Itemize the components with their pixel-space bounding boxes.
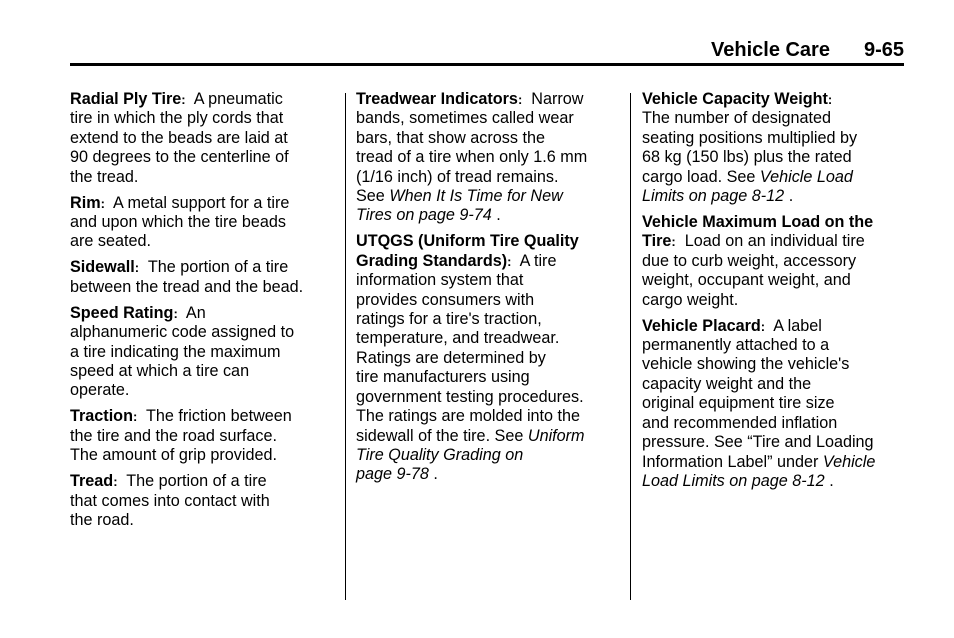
term: Vehicle Capacity Weight	[642, 90, 828, 108]
glossary-entry-vehicle-maximum-load: Vehicle Maximum Load on the Tire: Load on an individual tire due to curb weight, accessory weight, occupant weight, and cargo weight.	[642, 213, 906, 310]
definition-line: seating positions multiplied by	[642, 128, 858, 147]
definition-line: due to curb weight, accessory	[642, 251, 857, 270]
definition-line: speed at which a tire can	[70, 362, 250, 381]
definition-line: original equipment tire size	[642, 394, 835, 413]
definition-line: (1/16 inch) of tread remains.	[356, 167, 559, 186]
definition-line: alphanumeric code assigned to	[70, 323, 295, 342]
definition-text: The friction between	[146, 407, 292, 426]
section-title: Vehicle Care	[711, 39, 830, 61]
definition-line: bars, that show across the	[356, 128, 545, 147]
definition-text: .	[433, 465, 438, 484]
definition-line: a tire indicating the maximum	[70, 342, 281, 361]
glossary-entry-treadwear-indicators: Treadwear Indicators: Narrow bands, sometimes called wear bars, that show across the tread of a tire when only 1.6 mm (1/16 inch) of tread remains. See When It Is Time for New Tires on page 9-74 .	[356, 90, 620, 226]
definition-line: The amount of grip provided.	[70, 446, 277, 465]
cross-reference: Tires on page 9-74	[356, 206, 492, 225]
cross-reference: Vehicle	[822, 452, 876, 471]
glossary-entry-vehicle-capacity-weight: Vehicle Capacity Weight: The number of designated seating positions multiplied by 68 kg (150 lbs) plus the rated cargo load. See Vehicle Load Limits on page 8-12 .	[642, 90, 906, 206]
definition-text: sidewall of the tire. See	[356, 426, 524, 445]
column-divider	[630, 93, 631, 600]
definition-line: permanently attached to a	[642, 336, 830, 355]
cross-reference: page 9-78	[356, 465, 429, 484]
column-3	[642, 90, 906, 498]
definition-text: The portion of a tire	[126, 472, 267, 491]
definition-text: Narrow	[531, 90, 584, 108]
definition-line: cargo weight.	[642, 290, 739, 309]
glossary-entry-vehicle-placard: Vehicle Placard: A label permanently attached to a vehicle showing the vehicle's capacity weight and the original equipment tire size and recommended inflation pressure. See “Tire and Loading Information Label” under Vehicle Load Limits on page 8-12 .	[642, 317, 906, 492]
definition-text: cargo load. See	[642, 167, 756, 186]
definition-line: temperature, and treadwear.	[356, 329, 560, 348]
definition-text: Information Label” under	[642, 452, 819, 471]
definition-line: extend to the beads are laid at	[70, 128, 288, 147]
term: Vehicle Maximum Load on the	[642, 213, 874, 232]
column-divider	[345, 93, 346, 600]
definition-line: provides consumers with	[356, 290, 535, 309]
definition-line: 90 degrees to the centerline of	[70, 148, 289, 167]
definition-text: An	[185, 303, 206, 322]
definition-line: between the tread and the bead.	[70, 277, 304, 296]
definition-line: and upon which the tire beads	[70, 213, 286, 232]
definition-text: A label	[773, 316, 822, 335]
definition-text: .	[829, 471, 834, 490]
cross-reference: Vehicle Load	[759, 167, 853, 186]
definition-text: The portion of a tire	[147, 258, 289, 277]
column-1	[70, 90, 338, 537]
term: Vehicle Placard	[642, 316, 761, 335]
definition-line: ratings for a tire's traction,	[356, 310, 542, 329]
definition-text: .	[496, 206, 501, 225]
header-text	[711, 38, 904, 62]
glossary-entry-sidewall: Sidewall: The portion of a tire between the tread and the bead.	[70, 258, 338, 297]
definition-line: operate.	[70, 381, 130, 400]
term: Grading Standards)	[356, 251, 508, 270]
definition-line: tread of a tire when only 1.6 mm	[356, 148, 588, 167]
definition-line: information system that	[356, 271, 524, 290]
term: Speed Rating	[70, 303, 174, 322]
definition-line: vehicle showing the vehicle's	[642, 355, 850, 374]
term: Tire	[642, 232, 672, 251]
definition-line: tire manufacturers using	[356, 368, 530, 387]
glossary-entry-traction: Traction: The friction between the tire and the road surface. The amount of grip provided.	[70, 407, 338, 465]
definition-line: are seated.	[70, 232, 151, 251]
glossary-entry-tread: Tread: The portion of a tire that comes into contact with the road.	[70, 472, 338, 530]
definition-line: the tread.	[70, 167, 139, 186]
definition-line: bands, sometimes called wear	[356, 109, 574, 128]
definition-line: weight, occupant weight, and	[642, 271, 851, 290]
definition-line: the tire and the road surface.	[70, 426, 277, 445]
definition-line: pressure. See “Tire and Loading	[642, 433, 874, 452]
glossary-entry-radial-ply-tire: Radial Ply Tire: A pneumatic tire in which the ply cords that extend to the beads are laid at 90 degrees to the centerline of the tread.	[70, 90, 338, 187]
definition-line: 68 kg (150 lbs) plus the rated	[642, 148, 852, 167]
definition-line: the road.	[70, 511, 134, 530]
term: Tread	[70, 472, 114, 491]
page-header	[70, 38, 904, 64]
definition-line: and recommended inflation	[642, 413, 838, 432]
definition-line: The number of designated	[642, 109, 831, 128]
definition-line: that comes into contact with	[70, 491, 270, 510]
definition-text: .	[788, 187, 794, 206]
definition-text: A pneumatic	[193, 90, 283, 108]
term: Rim	[70, 193, 101, 212]
cross-reference: Load Limits on page 8-12	[642, 471, 825, 490]
definition-line: government testing procedures.	[356, 387, 584, 406]
term: Sidewall	[70, 258, 135, 277]
definition-line: tire in which the ply cords that	[70, 109, 284, 128]
definition-text: A tire	[519, 251, 557, 270]
glossary-entry-utqgs: UTQGS (Uniform Tire Quality Grading Standards): A tire information system that provides consumers with ratings for a tire's traction, temperature, and treadwear. Ratings are determined by tire manufacturers using government testing procedures. The ratings are molded into the sidewall of the tire. See Uniform Tire Quality Grading on page 9-78 .	[356, 232, 620, 484]
glossary-entry-rim: Rim: A metal support for a tire and upon which the tire beads are seated.	[70, 194, 338, 252]
definition-line: Ratings are determined by	[356, 348, 546, 367]
definition-line: The ratings are molded into the	[356, 407, 581, 426]
page-number: 9-65	[863, 39, 904, 61]
term: Radial Ply Tire	[70, 90, 182, 108]
column-2	[356, 90, 620, 491]
header-rule	[70, 63, 904, 66]
definition-text: Load on an individual tire	[684, 232, 865, 251]
term: Traction	[70, 407, 133, 426]
definition-text: A metal support for a tire	[113, 193, 290, 212]
term: Treadwear Indicators	[356, 90, 518, 108]
definition-text: See	[356, 187, 385, 206]
cross-reference: Tire Quality Grading on	[356, 445, 524, 464]
cross-reference: When It Is Time for New	[389, 187, 563, 206]
term: UTQGS (Uniform Tire Quality	[356, 232, 579, 251]
glossary-entry-speed-rating: Speed Rating: An alphanumeric code assigned to a tire indicating the maximum speed at which a tire can operate.	[70, 304, 338, 401]
definition-line: capacity weight and the	[642, 374, 812, 393]
cross-reference: Limits on page 8-12	[642, 187, 785, 206]
cross-reference: Uniform	[527, 426, 585, 445]
